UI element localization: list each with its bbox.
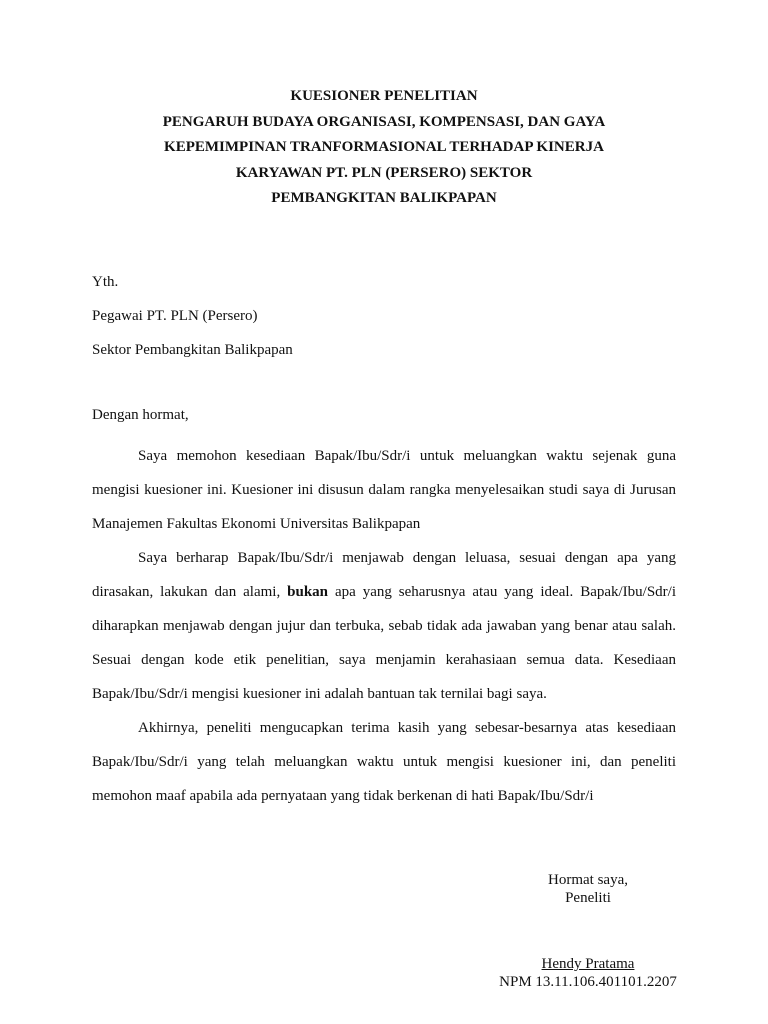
recipient: Pegawai PT. PLN (Persero) — [92, 308, 258, 324]
paragraph-2-start: Saya berharap Bapak/Ibu/Sdr/i menjawab dengan leluasa, sesuai dengan apa yang dirasakan, lakukan dan alami, — [92, 550, 676, 600]
signer-name: Hendy Pratama — [541, 956, 635, 972]
address-block — [92, 272, 293, 374]
title-line-2: PENGARUH BUDAYA ORGANISASI, KOMPENSASI, DAN GAYA — [162, 113, 606, 130]
title-line-1: KUESIONER PENELITIAN — [290, 88, 478, 104]
title-line-4: KARYAWAN PT. PLN (PERSERO) SEKTOR — [235, 164, 533, 181]
paragraph-2 — [92, 541, 676, 711]
salutation: Yth. — [92, 274, 119, 290]
title-line-3: KEPEMIMPINAN TRANFORMASIONAL TERHADAP KINERJA — [164, 139, 604, 155]
paragraph-2-end: apa yang seharusnya atau yang ideal. Bapak/Ibu/Sdr/i diharapkan menjawab dengan jujur dan terbuka, sebab tidak ada jawaban yang benar atau salah. Sesuai dengan kode etik penelitian, saya menjamin kerahasiaan semua data. Kesediaan Bapak/Ibu/Sdr/i mengisi kuesioner ini adalah bantuan tak ternilai bagi saya. — [92, 584, 677, 702]
greeting: Dengan hormat, — [92, 407, 189, 423]
recipient-unit: Sektor Pembangkitan Balikpapan — [92, 342, 293, 358]
signer-block — [488, 955, 688, 991]
letter-body — [92, 439, 676, 813]
paragraph-1: Saya memohon kesediaan Bapak/Ibu/Sdr/i untuk meluangkan waktu sejenak guna mengisi kuesioner ini. Kuesioner ini disusun dalam rangka menyelesaikan studi saya di Jurusan Manajemen Fakultas Ekonomi Universitas Balikpapan — [92, 448, 676, 532]
closing-text: Hormat saya, — [548, 872, 628, 888]
paragraph-3: Akhirnya, peneliti mengucapkan terima kasih yang sebesar-besarnya atas kesediaan Bapak/Ibu/Sdr/i yang telah meluangkan waktu untuk mengisi kuesioner ini, dan peneliti memohon maaf apabila ada pernyataan yang tidak berkenan di hati Bapak/Ibu/Sdr/i — [92, 720, 676, 804]
closing-block — [488, 871, 688, 907]
title-line-5: PEMBANGKITAN BALIKPAPAN — [271, 190, 497, 206]
document-title — [0, 84, 768, 212]
paragraph-2-emphasis: bukan — [287, 584, 329, 600]
signer-npm: NPM 13.11.106.401101.2207 — [499, 974, 677, 990]
signer-role: Peneliti — [565, 890, 611, 906]
